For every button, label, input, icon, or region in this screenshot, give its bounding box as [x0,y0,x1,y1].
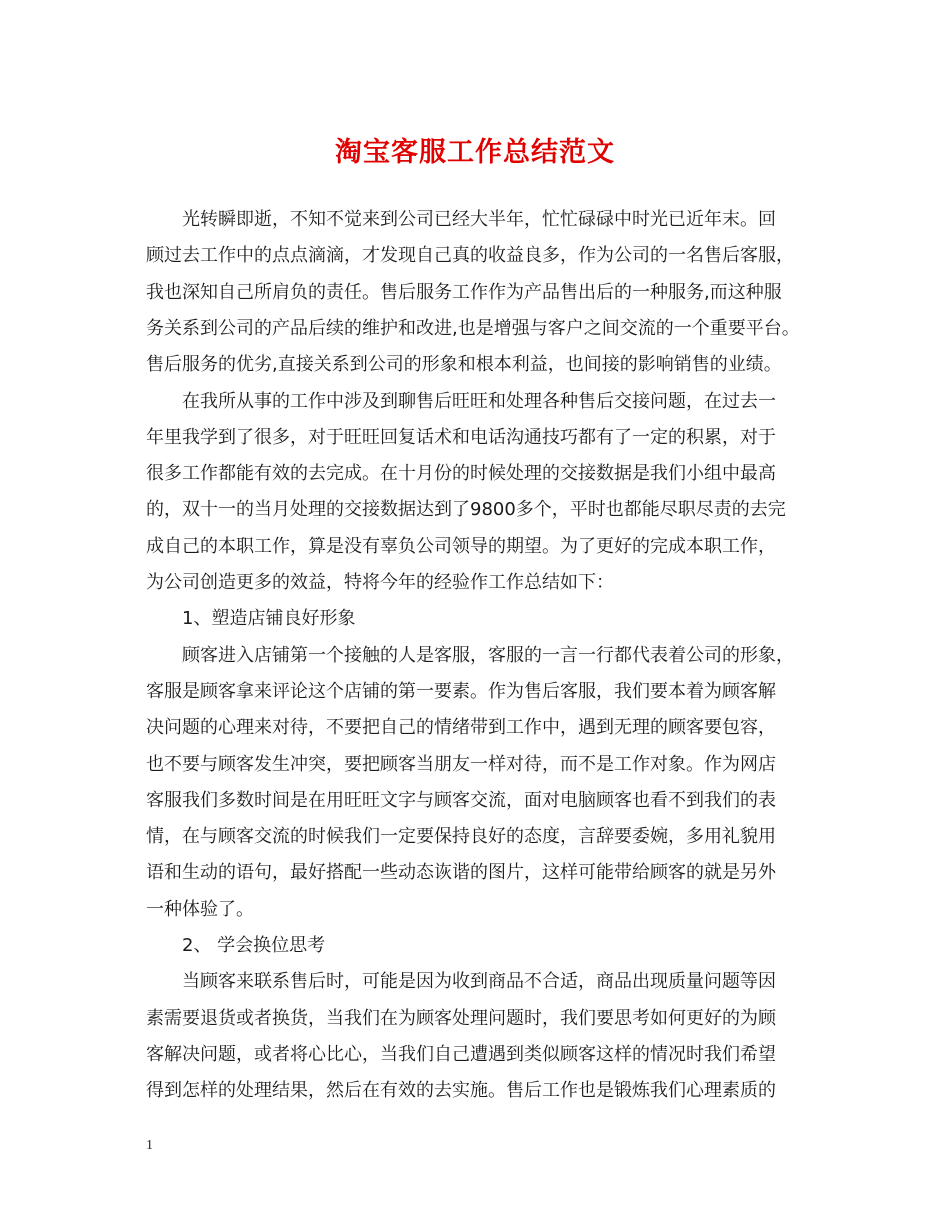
paragraph-line: 也不要与顾客发生冲突，要把顾客当朋友一样对待，而不是工作对象。作为网店 [146,754,776,775]
paragraph-line: 一种体验了。 [146,899,254,920]
paragraph-line: 当顾客来联系售后时，可能是因为收到商品不合适，商品出现质量问题等因 [182,971,776,992]
paragraph-line: 成自己的本职工作，算是没有辜负公司领导的期望。为了更好的完成本职工作， [146,536,776,557]
paragraph-line: 素需要退货或者换货，当我们在为顾客处理问题时，我们要思考如何更好的为顾 [146,1008,776,1029]
paragraph-line: 的，双十一的当月处理的交接数据达到了9800多个，平时也都能尽职尽责的去完 [146,499,786,520]
paragraph-line: 决问题的心理来对待，不要把自己的情绪带到工作中，遇到无理的顾客要包容， [146,717,776,738]
paragraph-line: 客服是顾客拿来评论这个店铺的第一要素。作为售后客服，我们要本着为顾客解 [146,681,776,702]
paragraph-line: 客解决问题，或者将心比心，当我们自己遭遇到类似顾客这样的情况时我们希望 [146,1044,776,1065]
paragraph-line: 1、塑造店铺良好形象 [182,608,356,629]
paragraph-line: 情，在与顾客交流的时候我们一定要保持良好的态度，言辞要委婉，多用礼貌用 [146,826,776,847]
paragraph-line: 顾客进入店铺第一个接触的人是客服，客服的一言一行都代表着公司的形象， [182,645,794,666]
paragraph-line: 务关系到公司的产品后续的维护和改进,也是增强与客户之间交流的一个重要平台。 [146,318,800,339]
paragraph-line: 语和生动的语句，最好搭配一些动态诙谐的图片，这样可能带给顾客的就是另外 [146,862,776,883]
paragraph-line: 为公司创造更多的效益，特将今年的经验作工作总结如下： [146,572,614,593]
paragraph-line: 客服我们多数时间是在用旺旺文字与顾客交流，面对电脑顾客也看不到我们的表 [146,790,776,811]
paragraph-line: 很多工作都能有效的去完成。在十月份的时候处理的交接数据是我们小组中最高 [146,463,776,484]
paragraph-line: 顾过去工作中的点点滴滴，才发现自己真的收益良多，作为公司的一名售后客服， [146,245,794,266]
paragraph-line: 得到怎样的处理结果，然后在有效的去实施。售后工作也是锻炼我们心理素质的 [146,1080,776,1101]
paragraph-line: 在我所从事的工作中涉及到聊售后旺旺和处理各种售后交接问题，在过去一 [182,391,776,412]
paragraph-line: 年里我学到了很多，对于旺旺回复话术和电话沟通技巧都有了一定的积累，对于 [146,427,776,448]
paragraph-line: 光转瞬即逝，不知不觉来到公司已经大半年，忙忙碌碌中时光已近年末。回 [182,209,776,230]
page-number: 1 [146,1138,153,1153]
paragraph-line: 2、 学会换位思考 [182,935,326,956]
paragraph-line: 售后服务的优劣,直接关系到公司的形象和根本利益，也间接的影响销售的业绩。 [146,354,782,375]
paragraph-line: 我也深知自己所肩负的责任。售后服务工作作为产品售出后的一种服务,而这种服 [146,282,782,303]
document-title: 淘宝客服工作总结范文 [335,137,615,168]
